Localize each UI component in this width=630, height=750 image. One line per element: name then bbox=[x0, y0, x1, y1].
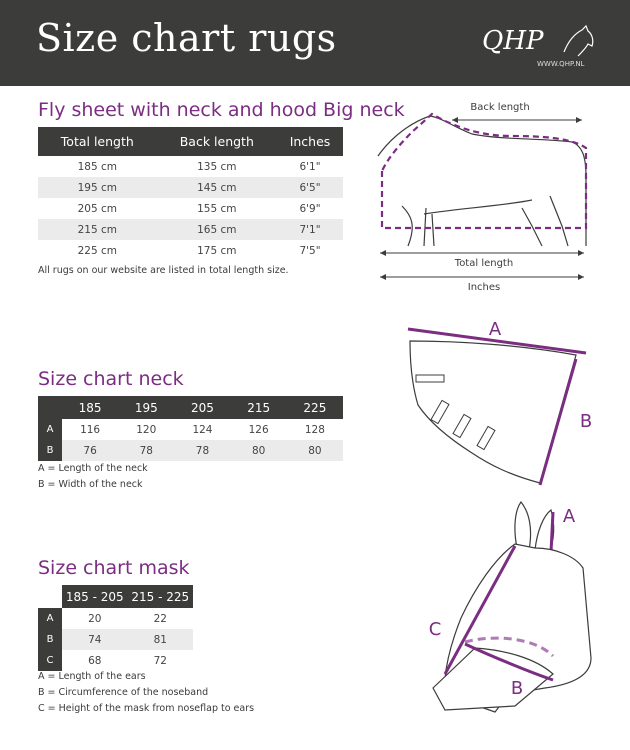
cell: 175 cm bbox=[197, 244, 237, 257]
page-title: Size chart rugs bbox=[36, 16, 337, 60]
col-215-225: 215 - 225 bbox=[128, 585, 194, 608]
cell: 80 bbox=[231, 440, 287, 461]
fly-mask-diagram bbox=[425, 498, 600, 718]
cell: 195 cm bbox=[38, 177, 157, 198]
neck-a-label: A bbox=[488, 319, 502, 340]
cell: 6'9" bbox=[299, 202, 321, 215]
neck-b-label: B bbox=[579, 411, 593, 432]
mask-b-label: B bbox=[510, 678, 524, 699]
col-185-205: 185 - 205 bbox=[62, 585, 128, 608]
cell: 185 cm bbox=[77, 160, 117, 173]
logo-url: WWW.QHP.NL bbox=[537, 60, 585, 68]
cell: 116 bbox=[80, 423, 101, 436]
neck-table bbox=[38, 396, 343, 461]
table-row bbox=[38, 419, 343, 440]
cell: 128 bbox=[304, 423, 325, 436]
horse-rug-diagram bbox=[372, 96, 592, 296]
cell: 68 bbox=[88, 654, 102, 667]
cell: 135 cm bbox=[197, 160, 237, 173]
mask-note-c: C = Height of the mask from noseflap to ears bbox=[38, 703, 255, 714]
col-205: 205 bbox=[174, 396, 230, 419]
corner-cell bbox=[38, 396, 62, 419]
back-length-label: Back length bbox=[470, 102, 530, 113]
row-label: B bbox=[38, 629, 62, 650]
col-195: 195 bbox=[118, 396, 174, 419]
cell: 80 bbox=[287, 440, 343, 461]
cell: 81 bbox=[128, 629, 194, 650]
cell: 6'1" bbox=[299, 160, 321, 173]
cell: 22 bbox=[153, 612, 167, 625]
header-bar bbox=[0, 0, 630, 86]
cell: 7'1" bbox=[277, 219, 343, 240]
cell: 76 bbox=[62, 440, 118, 461]
qhp-logo bbox=[482, 22, 602, 72]
col-inches: Inches bbox=[277, 127, 343, 156]
col-back-length: Back length bbox=[157, 127, 277, 156]
neck-note-b: B = Width of the neck bbox=[38, 479, 143, 490]
cell: 126 bbox=[248, 423, 269, 436]
cell: 20 bbox=[88, 612, 102, 625]
cell: 78 bbox=[118, 440, 174, 461]
cell: 155 cm bbox=[197, 202, 237, 215]
row-label: B bbox=[38, 440, 62, 461]
col-215: 215 bbox=[231, 396, 287, 419]
cell: 205 cm bbox=[77, 202, 117, 215]
mask-title: Size chart mask bbox=[38, 557, 190, 579]
flysheet-table bbox=[38, 127, 343, 261]
neck-note-a: A = Length of the neck bbox=[38, 463, 148, 474]
cell: 215 cm bbox=[38, 219, 157, 240]
row-label: C bbox=[38, 650, 62, 671]
row-label: A bbox=[38, 608, 62, 629]
neck-title: Size chart neck bbox=[38, 368, 184, 390]
table-row bbox=[38, 198, 343, 219]
flysheet-title: Fly sheet with neck and hood Big neck bbox=[38, 99, 405, 121]
cell: 124 bbox=[192, 423, 213, 436]
col-185: 185 bbox=[62, 396, 118, 419]
flysheet-note: All rugs on our website are listed in total length size. bbox=[38, 265, 289, 276]
table-row bbox=[38, 629, 193, 650]
table-row bbox=[38, 440, 343, 461]
cell: 165 cm bbox=[157, 219, 277, 240]
col-total-length: Total length bbox=[38, 127, 157, 156]
mask-note-b: B = Circumference of the noseband bbox=[38, 687, 209, 698]
cell: 72 bbox=[153, 654, 167, 667]
cell: 120 bbox=[136, 423, 157, 436]
cell: 6'5" bbox=[277, 177, 343, 198]
cell: 225 cm bbox=[77, 244, 117, 257]
table-row bbox=[38, 177, 343, 198]
cell: 145 cm bbox=[157, 177, 277, 198]
cell: 78 bbox=[174, 440, 230, 461]
mask-note-a: A = Length of the ears bbox=[38, 671, 146, 682]
mask-table bbox=[38, 585, 193, 671]
inches-label: Inches bbox=[467, 282, 501, 293]
col-225: 225 bbox=[287, 396, 343, 419]
table-row bbox=[38, 240, 343, 261]
corner-cell bbox=[38, 585, 62, 608]
neck-cover-diagram bbox=[400, 315, 600, 490]
table-row bbox=[38, 608, 193, 629]
logo-text: QHP bbox=[482, 26, 544, 56]
mask-a-label: A bbox=[562, 506, 576, 527]
cell: 74 bbox=[62, 629, 128, 650]
total-length-label: Total length bbox=[454, 258, 514, 269]
row-label: A bbox=[38, 419, 62, 440]
table-row bbox=[38, 650, 193, 671]
mask-c-label: C bbox=[428, 619, 442, 640]
table-row bbox=[38, 219, 343, 240]
cell: 7'5" bbox=[299, 244, 321, 257]
table-row bbox=[38, 156, 343, 177]
